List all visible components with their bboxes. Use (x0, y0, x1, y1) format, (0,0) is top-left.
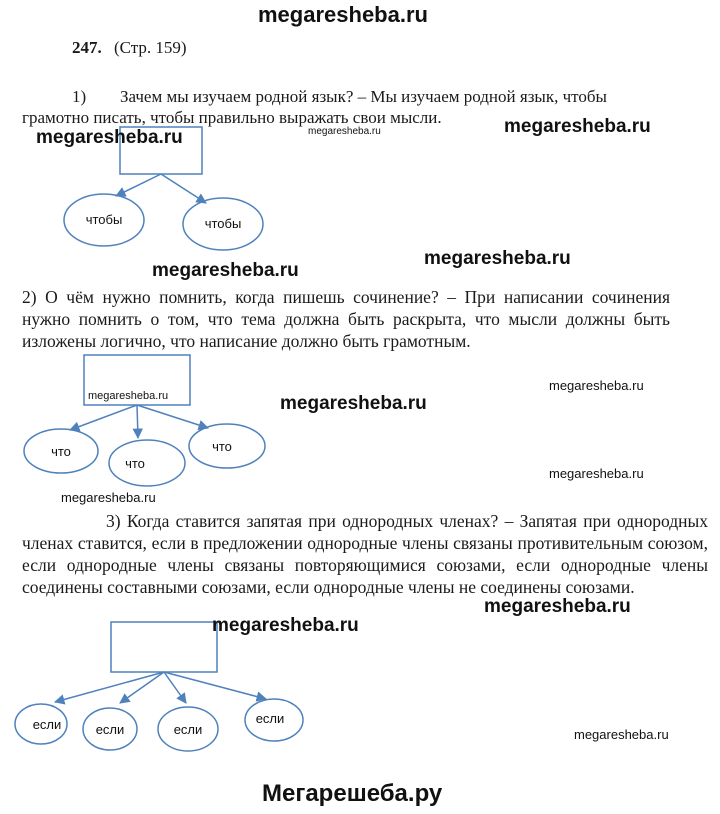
q3-paragraph: 3) Когда ставится запятая при однородных членах? – Запятая при однородных членах ставится, если в предложении однородные члены связаны противительным союзом, если однородные члены связаны повторяющимися союзами, если однородные члены соединены составными союзами, если однородные члены не соединены союзами. (22, 511, 708, 597)
watermark-text: megaresheba.ru (36, 127, 183, 148)
diagram-3-arrow (55, 672, 164, 702)
diagram-2-arrow (137, 405, 138, 438)
watermark-text: megaresheba.ru (61, 490, 156, 505)
q1-label: 1) (72, 87, 87, 106)
diagram-3-node-label: если (255, 711, 285, 726)
diagram-2-node-label: что (212, 439, 232, 454)
watermark-text: megaresheba.ru (212, 615, 359, 636)
diagram-2-node-label: что (125, 456, 145, 471)
watermark-text: megaresheba.ru (88, 390, 169, 402)
diagram-2-arrow (70, 405, 137, 430)
q1-line2: грамотно писать, чтобы правильно выражать свои мысли. (22, 108, 442, 127)
watermark-text: megaresheba.ru (280, 393, 427, 414)
watermark-text: megaresheba.ru (424, 248, 571, 269)
watermark-text: megaresheba.ru (152, 260, 299, 281)
diagram-1-arrow (116, 174, 161, 196)
diagram-3-arrow (120, 672, 164, 703)
q2-paragraph: 2) О чём нужно помнить, когда пишешь сочинение? – При написании сочинения нужно помнить о том, что тема должна быть раскрыта, что мысли должны быть изложены логично, что написание должно быть грамотным. (22, 287, 670, 351)
exercise-number: 247. (72, 38, 102, 57)
watermark-text: megaresheba.ru (504, 116, 651, 137)
diagram-1-node-label: чтобы (85, 212, 123, 227)
diagram-2 (24, 355, 265, 486)
diagram-2-node-label: что (51, 444, 71, 459)
watermark-text: megaresheba.ru (308, 126, 381, 137)
diagram-2-arrow (137, 405, 208, 428)
diagram-1-arrow (161, 174, 206, 203)
watermark-text: megaresheba.ru (549, 466, 644, 481)
diagram-3-node-label: если (32, 717, 62, 732)
diagram-3-arrow (164, 672, 266, 699)
watermark-text: megaresheba.ru (574, 727, 669, 742)
q1-line1: Зачем мы изучаем родной язык? – Мы изучаем родной язык, чтобы (120, 87, 607, 106)
watermark-text: megaresheba.ru (549, 378, 644, 393)
diagram-1-node-label: чтобы (204, 216, 242, 231)
diagram-3-node-label: если (173, 722, 203, 737)
footer-watermark: Мегарешеба.ру (262, 780, 443, 807)
diagram-3-node-label: если (95, 722, 125, 737)
diagram-3 (15, 622, 303, 751)
page-reference: (Стр. 159) (114, 38, 187, 57)
diagram-2-node-ellipse (109, 440, 185, 486)
watermark-text: megaresheba.ru (484, 596, 631, 617)
diagram-3-root-box (111, 622, 217, 672)
header-watermark: megaresheba.ru (258, 2, 428, 27)
